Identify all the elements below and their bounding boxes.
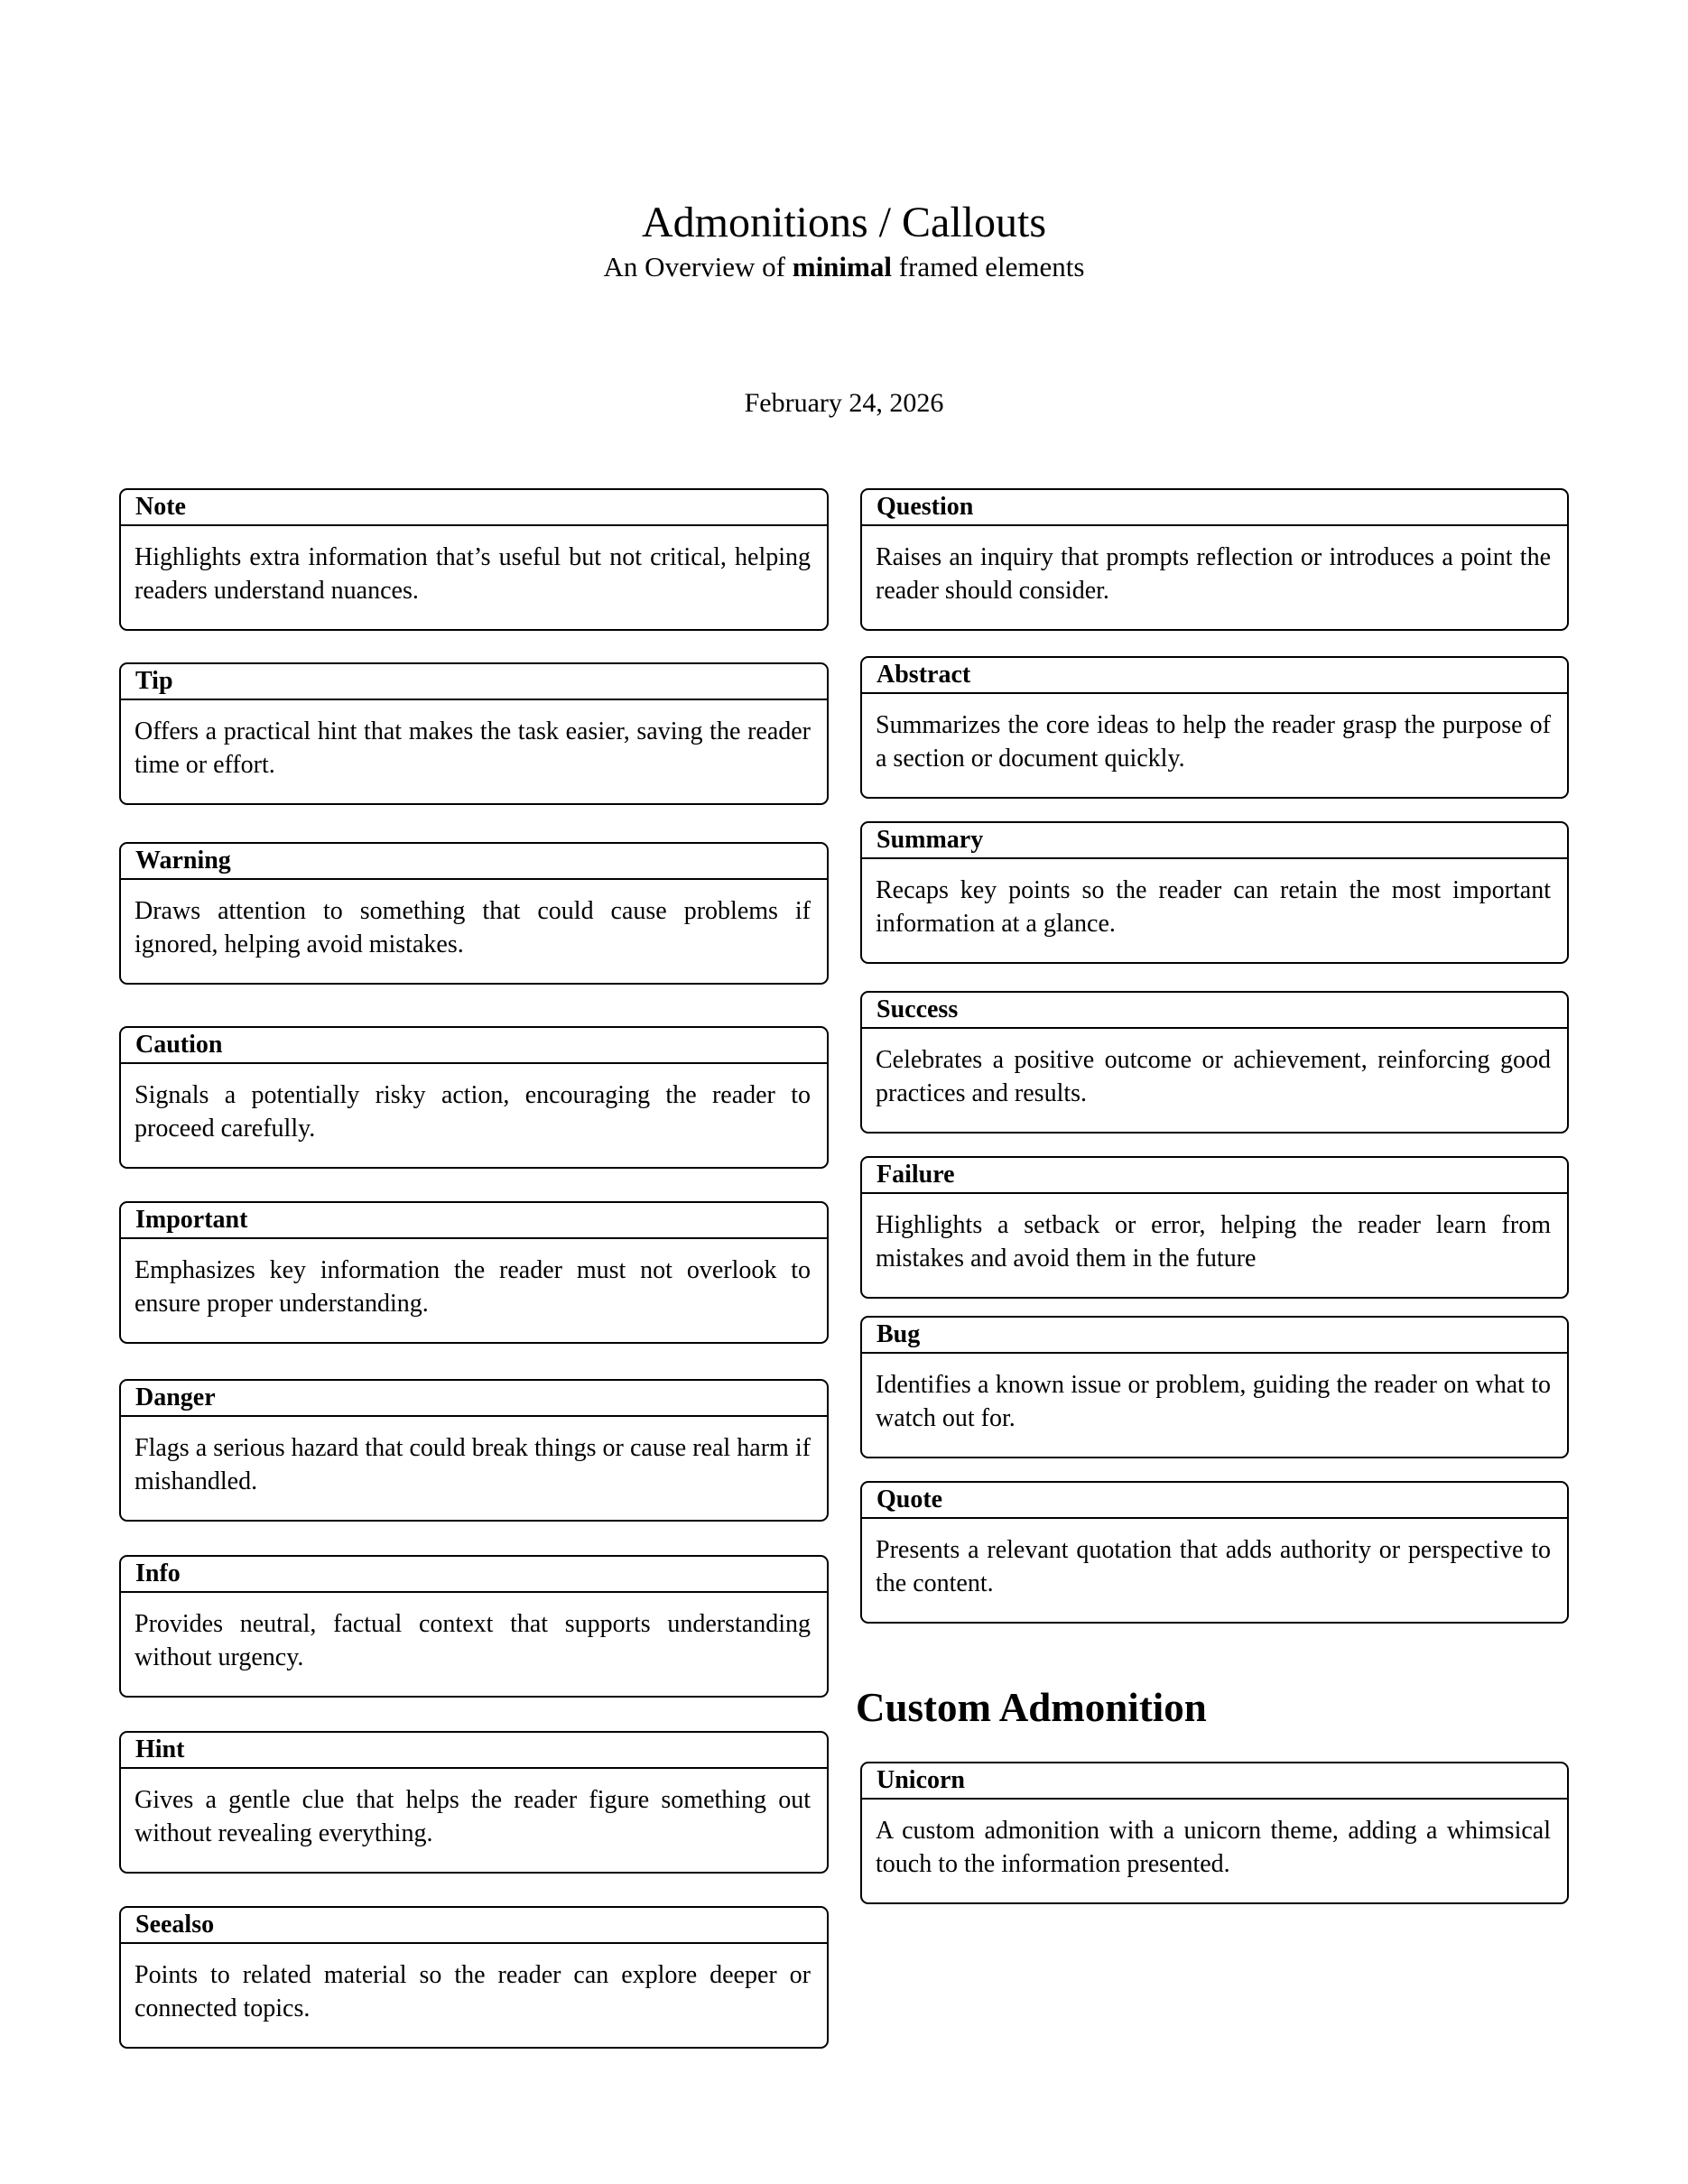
admonition-title: Quote bbox=[862, 1483, 1567, 1519]
admonition-box-caution bbox=[119, 1026, 829, 1169]
admonition-title: Unicorn bbox=[862, 1763, 1567, 1800]
page-title: Admonitions / Callouts bbox=[641, 199, 1047, 246]
subtitle-suffix: framed elements bbox=[891, 251, 1085, 282]
admonition-body: Recaps key points so the reader can retain the most important information at a glance. bbox=[876, 876, 1551, 938]
admonition-title: Question bbox=[862, 490, 1567, 526]
document-date: February 24, 2026 bbox=[744, 388, 944, 418]
admonition-box-seealso bbox=[119, 1906, 829, 2049]
admonition-box-quote bbox=[860, 1481, 1569, 1624]
subtitle-bold-word: minimal bbox=[792, 251, 892, 282]
admonition-box-hint bbox=[119, 1731, 829, 1874]
admonition-box-note bbox=[119, 488, 829, 631]
admonition-title: Bug bbox=[862, 1318, 1567, 1354]
admonition-box-abstract bbox=[860, 656, 1569, 799]
admonition-body: Provides neutral, factual context that supports understanding without urgency. bbox=[134, 1610, 811, 1671]
admonition-body: A custom admonition with a unicorn theme, adding a whimsical touch to the information presented. bbox=[876, 1817, 1551, 1878]
page-subtitle bbox=[0, 251, 1688, 283]
admonition-box-warning bbox=[119, 842, 829, 985]
admonition-title: Failure bbox=[862, 1158, 1567, 1194]
admonition-title: Summary bbox=[862, 823, 1567, 859]
admonition-title: Important bbox=[121, 1203, 827, 1239]
admonition-box-danger bbox=[119, 1379, 829, 1522]
admonition-body: Flags a serious hazard that could break things or cause real harm if mishandled. bbox=[134, 1434, 811, 1495]
admonition-body: Points to related material so the reader can explore deeper or connected topics. bbox=[134, 1961, 811, 2022]
admonition-box-failure bbox=[860, 1156, 1569, 1299]
admonition-title: Info bbox=[121, 1557, 827, 1593]
admonition-box-important bbox=[119, 1201, 829, 1344]
admonition-body: Raises an inquiry that prompts reflection or introduces a point the reader should consider. bbox=[876, 543, 1551, 605]
admonition-title: Caution bbox=[121, 1028, 827, 1064]
admonition-title: Note bbox=[121, 490, 827, 526]
admonition-box-info bbox=[119, 1555, 829, 1698]
admonition-box-success bbox=[860, 991, 1569, 1134]
admonition-body: Highlights a setback or error, helping the reader learn from mistakes and avoid them in the future bbox=[876, 1211, 1551, 1272]
admonition-body: Signals a potentially risky action, encouraging the reader to proceed carefully. bbox=[134, 1081, 811, 1143]
admonition-box-question bbox=[860, 488, 1569, 631]
admonition-title: Abstract bbox=[862, 658, 1567, 694]
admonition-body: Highlights extra information that’s useful but not critical, helping readers understand nuances. bbox=[134, 543, 811, 605]
admonition-body: Gives a gentle clue that helps the reader figure something out without revealing everything. bbox=[134, 1786, 811, 1847]
admonition-box-summary bbox=[860, 821, 1569, 964]
admonition-body: Emphasizes key information the reader must not overlook to ensure proper understanding. bbox=[134, 1256, 811, 1318]
admonition-title: Warning bbox=[121, 844, 827, 880]
admonition-body: Identifies a known issue or problem, guiding the reader on what to watch out for. bbox=[876, 1371, 1551, 1432]
subtitle-prefix: An Overview of bbox=[603, 251, 793, 282]
admonition-box-unicorn bbox=[860, 1762, 1569, 1904]
admonition-title: Tip bbox=[121, 664, 827, 700]
admonition-title: Hint bbox=[121, 1733, 827, 1769]
admonition-box-bug bbox=[860, 1316, 1569, 1458]
admonition-body: Summarizes the core ideas to help the reader grasp the purpose of a section or document quickly. bbox=[876, 711, 1551, 773]
admonition-body: Draws attention to something that could cause problems if ignored, helping avoid mistakes. bbox=[134, 897, 811, 958]
admonition-body: Offers a practical hint that makes the task easier, saving the reader time or effort. bbox=[134, 717, 811, 779]
admonition-body: Celebrates a positive outcome or achievement, reinforcing good practices and results. bbox=[876, 1046, 1551, 1107]
admonition-title: Seealso bbox=[121, 1908, 827, 1944]
admonition-title: Danger bbox=[121, 1381, 827, 1417]
admonition-body: Presents a relevant quotation that adds authority or perspective to the content. bbox=[876, 1536, 1551, 1597]
admonition-title: Success bbox=[862, 993, 1567, 1029]
admonition-box-tip bbox=[119, 662, 829, 805]
section-heading-custom-admonition: Custom Admonition bbox=[856, 1685, 1207, 1730]
